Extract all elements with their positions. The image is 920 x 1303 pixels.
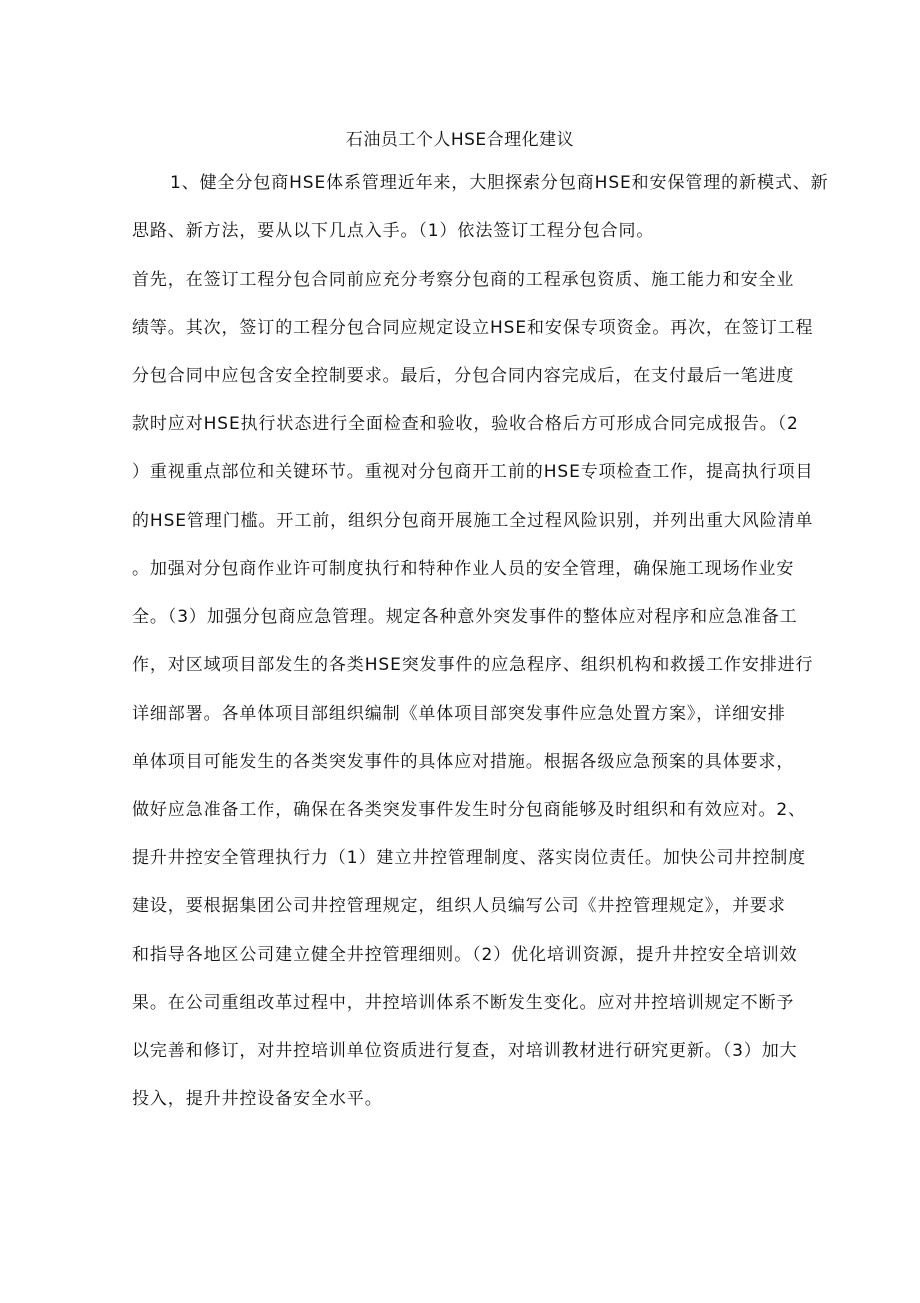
body-line: 思路、新方法，要从以下几点入手。（1）依法签订工程分包合同。 — [132, 221, 655, 241]
body-line: 分包合同中应包含安全控制要求。最后，分包合同内容完成后，在支付最后一笔进度 — [132, 366, 795, 386]
document-title: 石油员工个人HSE合理化建议 — [345, 130, 575, 150]
body-line: 1、健全分包商HSE体系管理近年来，大胆探索分包商HSE和安保管理的新模式、新 — [170, 173, 829, 193]
body-line: ）重视重点部位和关键环节。重视对分包商开工前的HSE专项检查工作，提高执行项目 — [132, 462, 814, 482]
body-line: 以完善和修订，对井控培训单位资质进行复查，对培训教材进行研究更新。（3）加大 — [132, 1041, 798, 1061]
body-line: 做好应急准备工作，确保在各类突发事件发生时分包商能够及时组织和有效应对。2、 — [132, 800, 807, 820]
body-line: 单体项目可能发生的各类突发事件的具体应对措施。根据各级应急预案的具体要求， — [132, 752, 795, 772]
body-line: 款时应对HSE执行状态进行全面检查和验收，验收合格后方可形成合同完成报告。（2 — [132, 414, 799, 434]
body-line: 建设，要根据集团公司井控管理规定，组织人员编写公司《井控管理规定》，并要求 — [132, 896, 786, 916]
body-line: 详细部署。各单体项目部组织编制《单体项目部突发事件应急处置方案》，详细安排 — [132, 704, 786, 724]
body-line: 果。在公司重组改革过程中，井控培训体系不断发生变化。应对井控培训规定不断予 — [132, 993, 795, 1013]
body-line: 作，对区域项目部发生的各类HSE突发事件的应急程序、组织机构和救援工作安排进行 — [132, 655, 814, 675]
body-line: 投入，提升井控设备安全水平。 — [132, 1089, 383, 1109]
body-line: 的HSE管理门槛。开工前，组织分包商开展施工全过程风险识别，并列出重大风险清单 — [132, 511, 814, 531]
body-line: 首先，在签订工程分包合同前应充分考察分包商的工程承包资质、施工能力和安全业 — [132, 270, 795, 290]
body-line: 提升井控安全管理执行力（1）建立井控管理制度、落实岗位责任。加快公司井控制度 — [132, 848, 807, 868]
body-line: 绩等。其次，签订的工程分包合同应规定设立HSE和安保专项资金。再次，在签订工程 — [132, 318, 814, 338]
body-line: 和指导各地区公司建立健全井控管理细则。（2）优化培训资源，提升井控安全培训效 — [132, 945, 798, 965]
body-line: 全。（3）加强分包商应急管理。规定各种意外突发事件的整体应对程序和应急准备工 — [132, 607, 798, 627]
body-line: 。加强对分包商作业许可制度执行和特种作业人员的安全管理，确保施工现场作业安 — [132, 559, 795, 579]
